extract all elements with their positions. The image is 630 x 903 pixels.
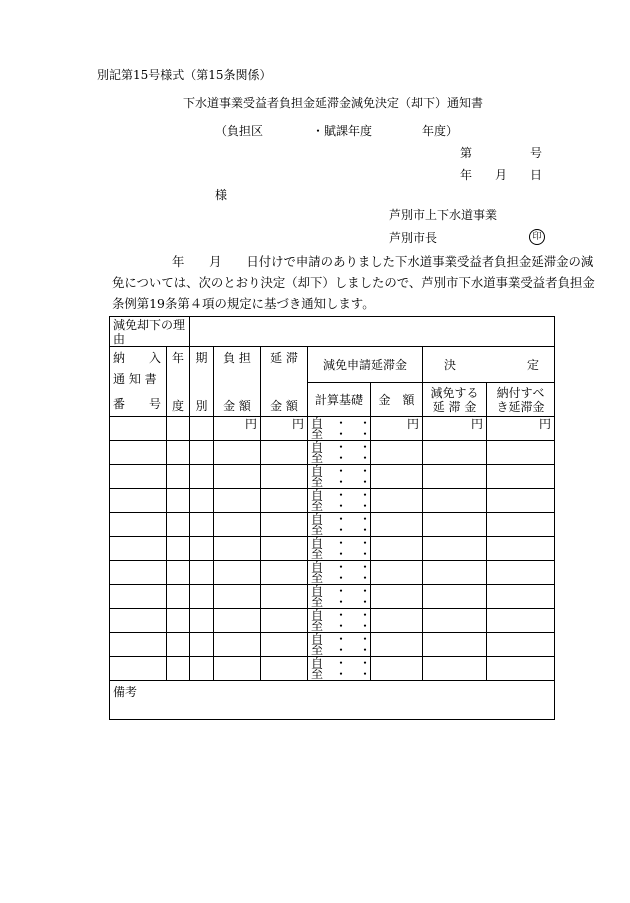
- cell-payable[interactable]: [487, 489, 555, 513]
- reason-field[interactable]: [190, 317, 555, 347]
- cell-year[interactable]: [167, 537, 190, 561]
- table-row: [110, 585, 555, 609]
- period-to: 至 ・ ・: [311, 547, 372, 561]
- period-from: 自 ・ ・: [311, 584, 372, 598]
- header-late-amount: 延 滞 金 額: [261, 347, 308, 417]
- cell-year[interactable]: [167, 633, 190, 657]
- cell-payable[interactable]: [487, 537, 555, 561]
- period-to: 至 ・ ・: [311, 427, 372, 441]
- cell-payable[interactable]: [487, 417, 555, 441]
- cell-notice-number[interactable]: [110, 609, 167, 633]
- header-payable-late-fee: 納付すべ き延滞金: [487, 383, 555, 417]
- table-row: [110, 537, 555, 561]
- cell-amount[interactable]: [371, 657, 423, 681]
- addressee-suffix: 様: [215, 188, 228, 202]
- yen-unit: 円: [471, 417, 484, 431]
- cell-period[interactable]: [190, 561, 214, 585]
- cell-late-amount[interactable]: [261, 585, 308, 609]
- cell-amount[interactable]: [371, 417, 423, 441]
- header-decision: 決 定: [423, 347, 555, 383]
- header-charge-amount: 負 担 金 額: [214, 347, 261, 417]
- cell-notice-number[interactable]: [110, 417, 167, 441]
- cell-year[interactable]: [167, 609, 190, 633]
- cell-reduced[interactable]: [423, 465, 487, 489]
- cell-charge-amount[interactable]: [214, 417, 261, 441]
- cell-basis: [308, 441, 371, 465]
- cell-year[interactable]: [167, 441, 190, 465]
- cell-notice-number[interactable]: [110, 441, 167, 465]
- cell-year[interactable]: [167, 585, 190, 609]
- cell-basis: [308, 657, 371, 681]
- table-row: [110, 561, 555, 585]
- cell-amount[interactable]: [371, 561, 423, 585]
- period-from: 自 ・ ・: [311, 536, 372, 550]
- period-from: 自 ・ ・: [311, 656, 372, 670]
- period-from: 自 ・ ・: [311, 440, 372, 454]
- period-to: 至 ・ ・: [311, 595, 372, 609]
- cell-amount[interactable]: [371, 441, 423, 465]
- cell-charge-amount[interactable]: [214, 561, 261, 585]
- period-from: 自 ・ ・: [311, 608, 372, 622]
- reason-row: [110, 317, 555, 347]
- notice-body: [112, 251, 595, 314]
- header-notice-number: 納 入 通 知 書 番 号: [110, 347, 167, 417]
- cell-payable[interactable]: [487, 609, 555, 633]
- header-year: 年 度: [167, 347, 190, 417]
- issuer-title: 芦別市長: [389, 231, 438, 245]
- cell-period[interactable]: [190, 489, 214, 513]
- cell-basis: [308, 609, 371, 633]
- cell-period[interactable]: [190, 441, 214, 465]
- cell-reduced[interactable]: [423, 609, 487, 633]
- cell-reduced[interactable]: [423, 657, 487, 681]
- seal-mark: 印: [529, 229, 545, 245]
- body-line-1: 年 月 日付けで申請のありました下水道事業受益者負担金延滞金の減: [172, 254, 594, 269]
- cell-payable[interactable]: [487, 633, 555, 657]
- period-from: 自 ・ ・: [311, 488, 372, 502]
- cell-charge-amount[interactable]: [214, 465, 261, 489]
- cell-period[interactable]: [190, 609, 214, 633]
- period-to: 至 ・ ・: [311, 523, 372, 537]
- cell-payable[interactable]: [487, 585, 555, 609]
- body-line-3: 条例第19条第４項の規定に基づき通知します。: [112, 296, 375, 311]
- cell-amount[interactable]: [371, 537, 423, 561]
- period-to: 至 ・ ・: [311, 571, 372, 585]
- cell-period[interactable]: [190, 633, 214, 657]
- cell-payable[interactable]: [487, 657, 555, 681]
- table-row: [110, 441, 555, 465]
- table-row: [110, 465, 555, 489]
- cell-basis: [308, 561, 371, 585]
- cell-charge-amount[interactable]: [214, 657, 261, 681]
- cell-late-amount[interactable]: [261, 465, 308, 489]
- cell-year[interactable]: [167, 513, 190, 537]
- cell-amount[interactable]: [371, 465, 423, 489]
- cell-amount[interactable]: [371, 489, 423, 513]
- cell-amount[interactable]: [371, 513, 423, 537]
- cell-late-amount[interactable]: [261, 657, 308, 681]
- cell-notice-number[interactable]: [110, 537, 167, 561]
- cell-amount[interactable]: [371, 633, 423, 657]
- cell-reduced[interactable]: [423, 489, 487, 513]
- cell-notice-number[interactable]: [110, 633, 167, 657]
- period-to: 至 ・ ・: [311, 451, 372, 465]
- cell-basis: [308, 417, 371, 441]
- cell-basis: [308, 513, 371, 537]
- cell-payable[interactable]: [487, 561, 555, 585]
- cell-notice-number[interactable]: [110, 465, 167, 489]
- cell-period[interactable]: [190, 465, 214, 489]
- period-to: 至 ・ ・: [311, 475, 372, 489]
- subtitle-assessment-year: ・賦課年度: [312, 124, 373, 138]
- number-suffix: 号: [530, 146, 543, 160]
- period-to: 至 ・ ・: [311, 619, 372, 633]
- body-line-2: 免については、次のとおり決定（却下）しましたので、芦別市下水道事業受益者負担金: [112, 275, 595, 290]
- cell-reduced[interactable]: [423, 441, 487, 465]
- header-period: 期 別: [190, 347, 214, 417]
- decision-table: [109, 316, 555, 720]
- cell-payable[interactable]: [487, 513, 555, 537]
- yen-unit: 円: [245, 417, 258, 431]
- table-row: [110, 657, 555, 681]
- header-basis: 計算基礎: [308, 383, 371, 417]
- cell-notice-number[interactable]: [110, 585, 167, 609]
- subtitle-district: （負担区: [215, 124, 264, 138]
- table-row: [110, 489, 555, 513]
- cell-reduced[interactable]: [423, 537, 487, 561]
- cell-period[interactable]: [190, 537, 214, 561]
- cell-basis: [308, 489, 371, 513]
- table-row: [110, 633, 555, 657]
- cell-payable[interactable]: [487, 465, 555, 489]
- cell-year[interactable]: [167, 417, 190, 441]
- cell-charge-amount[interactable]: [214, 513, 261, 537]
- cell-charge-amount[interactable]: [214, 537, 261, 561]
- table-row: [110, 513, 555, 537]
- cell-late-amount[interactable]: [261, 537, 308, 561]
- issuer-organization: 芦別市上下水道事業: [389, 208, 498, 222]
- header-row-top: [110, 347, 555, 383]
- number-prefix: 第: [460, 146, 473, 160]
- table-row: [110, 417, 555, 441]
- cell-year[interactable]: [167, 465, 190, 489]
- cell-period[interactable]: [190, 585, 214, 609]
- cell-period[interactable]: [190, 657, 214, 681]
- period-to: 至 ・ ・: [311, 667, 372, 681]
- cell-reduced[interactable]: [423, 561, 487, 585]
- cell-charge-amount[interactable]: [214, 609, 261, 633]
- cell-amount[interactable]: [371, 585, 423, 609]
- table-row: [110, 609, 555, 633]
- cell-basis: [308, 633, 371, 657]
- cell-reduced[interactable]: [423, 633, 487, 657]
- cell-basis: [308, 465, 371, 489]
- cell-year[interactable]: [167, 489, 190, 513]
- period-from: 自 ・ ・: [311, 464, 372, 478]
- cell-year[interactable]: [167, 657, 190, 681]
- date-year: 年: [460, 168, 473, 182]
- period-to: 至 ・ ・: [311, 643, 372, 657]
- header-amount: 金 額: [371, 383, 423, 417]
- period-to: 至 ・ ・: [311, 499, 372, 513]
- cell-amount[interactable]: [371, 609, 423, 633]
- cell-payable[interactable]: [487, 441, 555, 465]
- cell-period[interactable]: [190, 417, 214, 441]
- cell-late-amount[interactable]: [261, 441, 308, 465]
- form-label: 別記第15号様式（第15条関係）: [97, 68, 272, 82]
- cell-late-amount[interactable]: [261, 609, 308, 633]
- cell-notice-number[interactable]: [110, 513, 167, 537]
- cell-late-amount[interactable]: [261, 633, 308, 657]
- cell-basis: [308, 537, 371, 561]
- cell-basis: [308, 585, 371, 609]
- cell-charge-amount[interactable]: [214, 633, 261, 657]
- cell-notice-number[interactable]: [110, 657, 167, 681]
- cell-period[interactable]: [190, 513, 214, 537]
- date-day: 日: [530, 168, 543, 182]
- cell-charge-amount[interactable]: [214, 489, 261, 513]
- cell-reduced[interactable]: [423, 417, 487, 441]
- header-reduced-late-fee: 減免する 延 滞 金: [423, 383, 487, 417]
- header-applied-late-fee: 減免申請延滞金: [308, 347, 423, 383]
- document-title: 下水道事業受益者負担金延滞金減免決定（却下）通知書: [183, 96, 484, 110]
- cell-late-amount[interactable]: [261, 489, 308, 513]
- remarks-row: [110, 681, 555, 720]
- cell-late-amount[interactable]: [261, 513, 308, 537]
- period-from: 自 ・ ・: [311, 632, 372, 646]
- reason-label: 減免却下の理由: [110, 317, 190, 347]
- cell-charge-amount[interactable]: [214, 585, 261, 609]
- subtitle-year: 年度）: [422, 124, 459, 138]
- date-month: 月: [495, 168, 508, 182]
- remarks-label[interactable]: 備考: [110, 681, 555, 720]
- cell-reduced[interactable]: [423, 585, 487, 609]
- cell-reduced[interactable]: [423, 513, 487, 537]
- period-from: 自 ・ ・: [311, 560, 372, 574]
- period-from: 自 ・ ・: [311, 416, 372, 430]
- yen-unit: 円: [407, 417, 420, 431]
- cell-year[interactable]: [167, 561, 190, 585]
- cell-notice-number[interactable]: [110, 489, 167, 513]
- cell-late-amount[interactable]: [261, 417, 308, 441]
- cell-notice-number[interactable]: [110, 561, 167, 585]
- cell-late-amount[interactable]: [261, 561, 308, 585]
- yen-unit: 円: [539, 417, 552, 431]
- cell-charge-amount[interactable]: [214, 441, 261, 465]
- period-from: 自 ・ ・: [311, 512, 372, 526]
- yen-unit: 円: [292, 417, 305, 431]
